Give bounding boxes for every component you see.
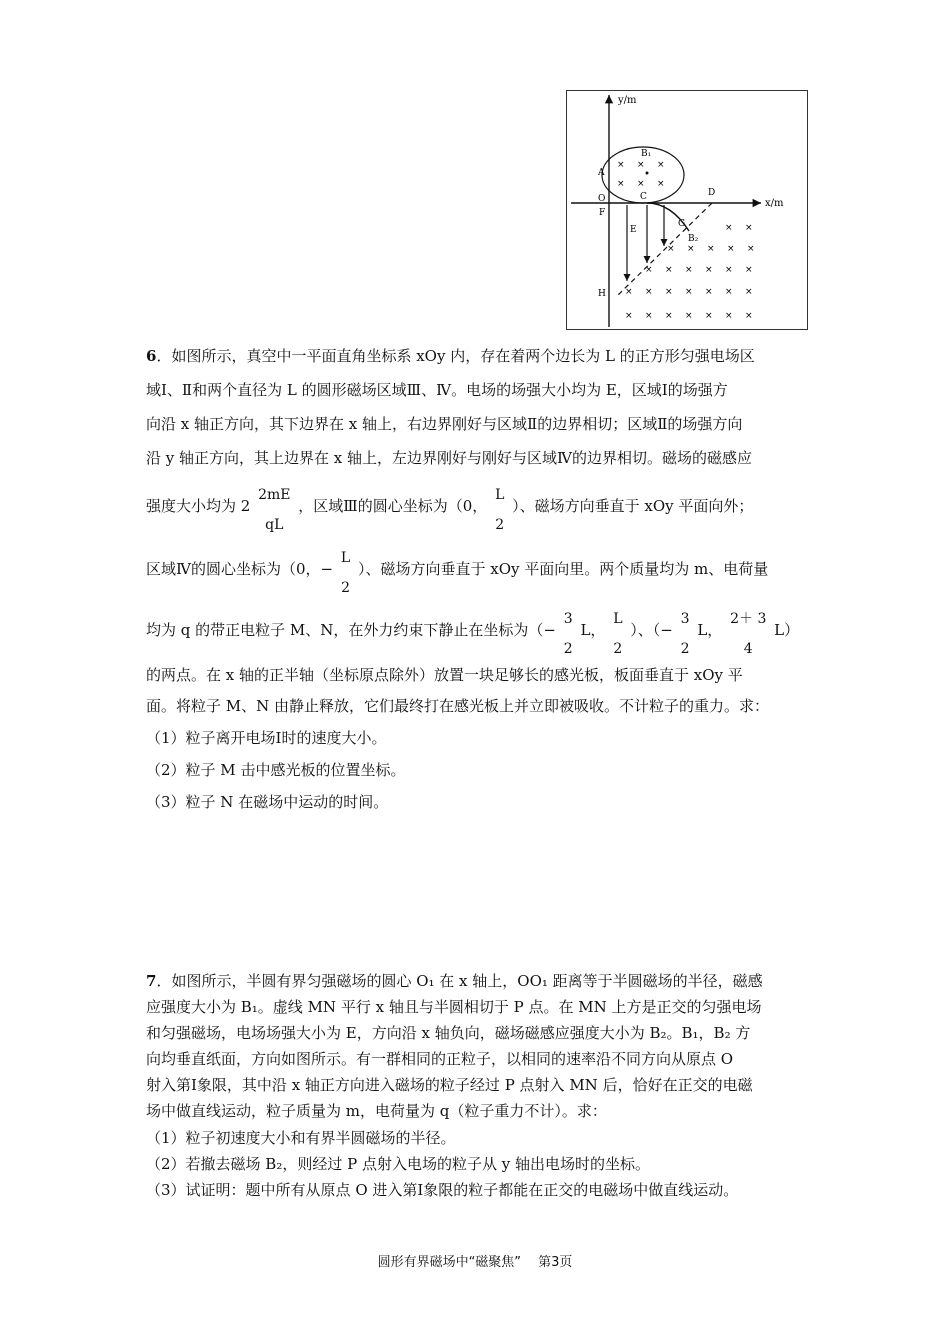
q6-line-6 xyxy=(146,543,768,603)
frac-num: 2＋ 3 xyxy=(730,611,767,627)
field-cross-mark: × xyxy=(657,160,665,170)
q7-line-2: 应强度大小为 B₁。虚线 MN 平行 x 轴且与半圆相切于 P 点。在 MN 上方是正交的匀强电场 xyxy=(146,998,762,1016)
frac-num: L xyxy=(340,550,351,566)
frac-den: 2 xyxy=(680,641,690,657)
fraction-l-2 xyxy=(613,604,622,664)
frac-den: 2 xyxy=(495,517,505,533)
q6-text-6b: ）、磁场方向垂直于 xOy 平面向里。两个质量均为 m、电荷量 xyxy=(357,560,769,578)
q6-line-8: 的两点。在 x 轴的正半轴（坐标原点除外）放置一块足够长的感光板，板面垂直于 xOy 平 xyxy=(146,666,743,684)
label-b1: B₁ xyxy=(641,149,652,159)
fraction-2-plus-3 xyxy=(730,604,766,664)
fraction-3-2-b xyxy=(681,604,690,664)
frac-num: 2mE xyxy=(258,487,291,503)
q6-text-7d: L， xyxy=(697,621,723,639)
frac-num: 3 xyxy=(680,611,690,627)
q7-line-4: 向均垂直纸面，方向如图所示。有一群相同的正粒子，以相同的速率沿不同方向从原点 O xyxy=(146,1050,734,1068)
figure-diagram xyxy=(566,90,808,330)
q6-line-7 xyxy=(146,604,799,664)
q7-line-5: 射入第Ⅰ象限，其中沿 x 轴正方向进入磁场的粒子经过 P 点射入 MN 后，恰好在正交的电磁 xyxy=(146,1076,753,1094)
q6-number: 6 xyxy=(146,347,157,365)
page-footer: 圆形有界磁场中“磁聚焦” 第3页 xyxy=(377,1255,573,1270)
q6-text-5c: ）、磁场方向垂直于 xOy 平面向外； xyxy=(512,497,754,515)
field-cross-mark: × xyxy=(687,244,695,254)
frac-den: qL xyxy=(265,517,284,533)
fraction-3-2 xyxy=(564,604,573,664)
field-cross-mark: × xyxy=(705,265,713,275)
q6-line-2: 域Ⅰ、Ⅱ和两个直径为 L 的圆形磁场区域Ⅲ、Ⅳ。电场的场强大小均为 E，区域Ⅰ的场强方 xyxy=(146,381,728,399)
q6-sub-2: （2）粒子 M 击中感光板的位置坐标。 xyxy=(146,761,406,779)
q7-line-3: 和匀强磁场，电场场强大小为 E，方向沿 x 轴负向，磁场磁感应强度大小为 B₂。B₁，B₂ 方 xyxy=(146,1024,751,1042)
label-g: G xyxy=(678,219,686,229)
field-cross-mark: × xyxy=(657,179,665,189)
frac-num: 3 xyxy=(563,611,573,627)
field-cross-mark: × xyxy=(685,265,693,275)
circle-center-dot xyxy=(646,172,649,175)
field-cross-mark: × xyxy=(665,265,673,275)
x-axis-label: x/m xyxy=(765,198,784,209)
q7-line-1 xyxy=(146,970,763,991)
field-cross-mark: × xyxy=(705,287,713,297)
y-axis-label: y/m xyxy=(618,95,637,106)
label-o: O xyxy=(598,194,606,204)
q7-sub-2: （2）若撤去磁场 B₂，则经过 P 点射入电场的粒子从 y 轴出电场时的坐标。 xyxy=(146,1155,650,1173)
q6-line-5 xyxy=(146,480,753,540)
q7-number: 7 xyxy=(146,972,157,990)
q6-text-7c: ）、（− xyxy=(630,621,673,639)
frac-num: L xyxy=(613,611,623,627)
q6-line-4: 沿 y 轴正方向，其上边界在 x 轴上，左边界刚好与刚好与区域Ⅳ的边界相切。磁场的磁感应 xyxy=(146,449,752,467)
field-cross-mark: × xyxy=(625,311,633,321)
q6-text-7b: L， xyxy=(580,621,606,639)
q7-sub-3: （3）试证明：题中所有从原点 O 进入第Ⅰ象限的粒子都能在正交的电磁场中做直线运动。 xyxy=(146,1181,739,1199)
field-cross-mark: × xyxy=(725,311,733,321)
field-cross-mark: × xyxy=(625,287,633,297)
field-cross-mark: × xyxy=(637,179,645,189)
label-c: C xyxy=(640,192,647,202)
field-cross-mark: × xyxy=(727,244,735,254)
q6-text-6a: 区域Ⅳ的圆心坐标为（0，− xyxy=(146,560,334,578)
label-e: E xyxy=(630,225,637,235)
q6-line-1 xyxy=(146,345,755,366)
field-cross-mark: × xyxy=(745,311,753,321)
q6-sub-1: （1）粒子离开电场Ⅰ时的速度大小。 xyxy=(146,729,387,747)
field-cross-mark: × xyxy=(745,223,753,233)
field-cross-mark: × xyxy=(617,179,625,189)
frac-den: 2 xyxy=(563,641,573,657)
frac-den: 2 xyxy=(341,580,350,596)
q6-text-7e: L） xyxy=(774,621,800,639)
field-cross-mark: × xyxy=(747,244,755,254)
field-cross-mark: × xyxy=(645,311,653,321)
field-cross-mark: × xyxy=(645,287,653,297)
fraction-b xyxy=(258,480,290,540)
q6-text-5a: 强度大小均为 2 xyxy=(146,497,251,515)
field-cross-mark: × xyxy=(637,160,645,170)
field-cross-mark: × xyxy=(745,265,753,275)
field-cross-mark: × xyxy=(617,160,625,170)
fraction-l2-neg xyxy=(341,543,350,603)
field-cross-mark: × xyxy=(707,244,715,254)
q6-sub-3: （3）粒子 N 在磁场中运动的时间。 xyxy=(146,793,389,811)
field-cross-mark: × xyxy=(705,311,713,321)
field-cross-mark: × xyxy=(725,265,733,275)
fraction-l2 xyxy=(495,480,504,540)
q6-text-5b: ，区域Ⅲ的圆心坐标为（0， xyxy=(298,497,488,515)
label-h: H xyxy=(598,289,606,299)
q6-line-3: 向沿 x 轴正方向，其下边界在 x 轴上，右边界刚好与区域Ⅱ的边界相切；区域Ⅱ的场强方向 xyxy=(146,415,743,433)
q7-text-1: ．如图所示，半圆有界匀强磁场的圆心 O₁ 在 x 轴上，OO₁ 距离等于半圆磁场的半径，磁感 xyxy=(156,972,763,990)
field-cross-mark: × xyxy=(685,311,693,321)
field-cross-mark: × xyxy=(665,287,673,297)
field-cross-mark: × xyxy=(685,287,693,297)
frac-num: L xyxy=(495,487,505,503)
label-d: D xyxy=(708,188,716,198)
field-cross-mark: × xyxy=(725,223,733,233)
field-cross-mark: × xyxy=(745,287,753,297)
field-cross-mark: × xyxy=(725,287,733,297)
q7-line-6: 场中做直线运动，粒子质量为 m，电荷量为 q（粒子重力不计）。求： xyxy=(146,1102,607,1120)
label-f: F xyxy=(599,208,606,218)
label-a: A xyxy=(598,168,605,178)
q7-sub-1: （1）粒子初速度大小和有界半圆磁场的半径。 xyxy=(146,1129,456,1147)
q6-text-1: ．如图所示，真空中一平面直角坐标系 xOy 内，存在着两个边长为 L 的正方形匀强电场区 xyxy=(156,347,755,365)
field-cross-mark: × xyxy=(665,311,673,321)
frac-den: 2 xyxy=(613,641,623,657)
q6-text-7a: 均为 q 的带正电粒子 M、N，在外力约束下静止在坐标为（− xyxy=(146,621,556,639)
field-cross-mark: × xyxy=(667,244,675,254)
q6-line-9: 面。将粒子 M、N 由静止释放，它们最终打在感光板上并立即被吸收。不计粒子的重力。求： xyxy=(146,697,770,715)
label-b2: B₂ xyxy=(688,234,699,244)
field-cross-mark: × xyxy=(645,265,653,275)
frac-den: 4 xyxy=(743,641,753,657)
